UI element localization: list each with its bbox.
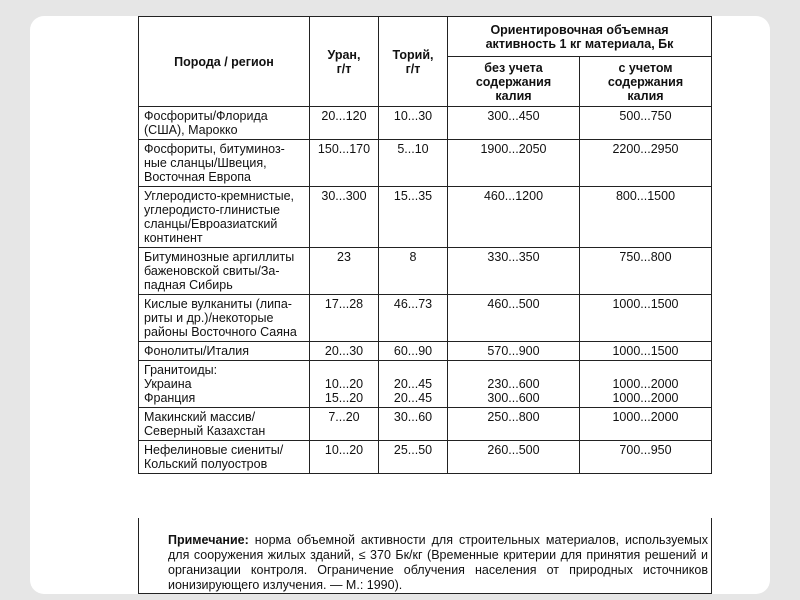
- cell-activity-with-k: 700...950: [580, 441, 712, 474]
- cell-uranium: 10...20: [310, 441, 379, 474]
- cell-uranium: 17...28: [310, 295, 379, 342]
- cell-activity-with-k: 800...1500: [580, 187, 712, 248]
- cell-activity-with-k: 2200...2950: [580, 140, 712, 187]
- table-row: [139, 441, 712, 474]
- cell-rock: Нефелиновые сиениты/ Кольский полуостров: [139, 441, 310, 474]
- cell-activity-with-k: 1000...1500: [580, 295, 712, 342]
- cell-thorium: 8: [379, 248, 448, 295]
- cell-activity-with-k: 1000...1500: [580, 342, 712, 361]
- note-label: Примечание:: [168, 533, 249, 547]
- header-uranium: Уран, г/т: [310, 17, 379, 107]
- cell-activity-with-k: 1000...2000: [580, 408, 712, 441]
- header-without-k: без учета содержания калия: [448, 57, 580, 107]
- cell-rock: Кислые вулканиты (липа- риты и др.)/некоторые районы Восточного Саяна: [139, 295, 310, 342]
- cell-uranium: 20...120: [310, 107, 379, 140]
- table-row: [139, 361, 712, 408]
- cell-activity-without-k: 230...600 300...600: [448, 361, 580, 408]
- cell-thorium: 30...60: [379, 408, 448, 441]
- cell-activity-without-k: 250...800: [448, 408, 580, 441]
- cell-rock: Фонолиты/Италия: [139, 342, 310, 361]
- cell-uranium: 7...20: [310, 408, 379, 441]
- cell-rock: Углеродисто-кремнистые, углеродисто-глинистые сланцы/Евроазиатский континент: [139, 187, 310, 248]
- cell-uranium: 20...30: [310, 342, 379, 361]
- cell-activity-with-k: 500...750: [580, 107, 712, 140]
- cell-rock: Макинский массив/ Северный Казахстан: [139, 408, 310, 441]
- cell-thorium: 15...35: [379, 187, 448, 248]
- cell-activity-without-k: 1900...2050: [448, 140, 580, 187]
- header-activity: Ориентировочная объемная активность 1 кг материала, Бк: [448, 17, 712, 57]
- table-note: [168, 533, 708, 593]
- table-row: [139, 248, 712, 295]
- note-text: норма объемной активности для строительных материалов, используемых для сооружения жилых зданий, ≤ 370 Бк/кг (Временные критерии для принятия решений и организации контроля. Ограничение облучения населения от природных источников ионизирующего излучения. — М.: 1990).: [168, 533, 708, 592]
- cell-uranium: 30...300: [310, 187, 379, 248]
- cell-rock: Гранитоиды: Украина Франция: [139, 361, 310, 408]
- cell-activity-without-k: 460...500: [448, 295, 580, 342]
- header-thorium: Торий, г/т: [379, 17, 448, 107]
- table-row: [139, 140, 712, 187]
- cell-uranium: 10...20 15...20: [310, 361, 379, 408]
- table-row: [139, 295, 712, 342]
- cell-activity-without-k: 460...1200: [448, 187, 580, 248]
- table-row: [139, 187, 712, 248]
- cell-activity-without-k: 330...350: [448, 248, 580, 295]
- cell-uranium: 23: [310, 248, 379, 295]
- cell-rock: Битуминозные аргиллиты баженовской свиты/За- падная Сибирь: [139, 248, 310, 295]
- cell-thorium: 20...45 20...45: [379, 361, 448, 408]
- cell-activity-without-k: 260...500: [448, 441, 580, 474]
- cell-thorium: 60...90: [379, 342, 448, 361]
- cell-activity-with-k: 750...800: [580, 248, 712, 295]
- cell-rock: Фосфориты/Флорида (США), Марокко: [139, 107, 310, 140]
- cell-thorium: 10...30: [379, 107, 448, 140]
- table-row: [139, 107, 712, 140]
- cell-rock: Фосфориты, битуминоз- ные сланцы/Швеция, Восточная Европа: [139, 140, 310, 187]
- cell-thorium: 46...73: [379, 295, 448, 342]
- cell-thorium: 25...50: [379, 441, 448, 474]
- cell-uranium: 150...170: [310, 140, 379, 187]
- header-rock: Порода / регион: [139, 17, 310, 107]
- cell-thorium: 5...10: [379, 140, 448, 187]
- table-row: [139, 342, 712, 361]
- table-row: [139, 408, 712, 441]
- header-with-k: с учетом содержания калия: [580, 57, 712, 107]
- cell-activity-with-k: 1000...2000 1000...2000: [580, 361, 712, 408]
- cell-activity-without-k: 570...900: [448, 342, 580, 361]
- cell-activity-without-k: 300...450: [448, 107, 580, 140]
- radioactivity-table: [138, 16, 712, 474]
- page: [30, 16, 770, 594]
